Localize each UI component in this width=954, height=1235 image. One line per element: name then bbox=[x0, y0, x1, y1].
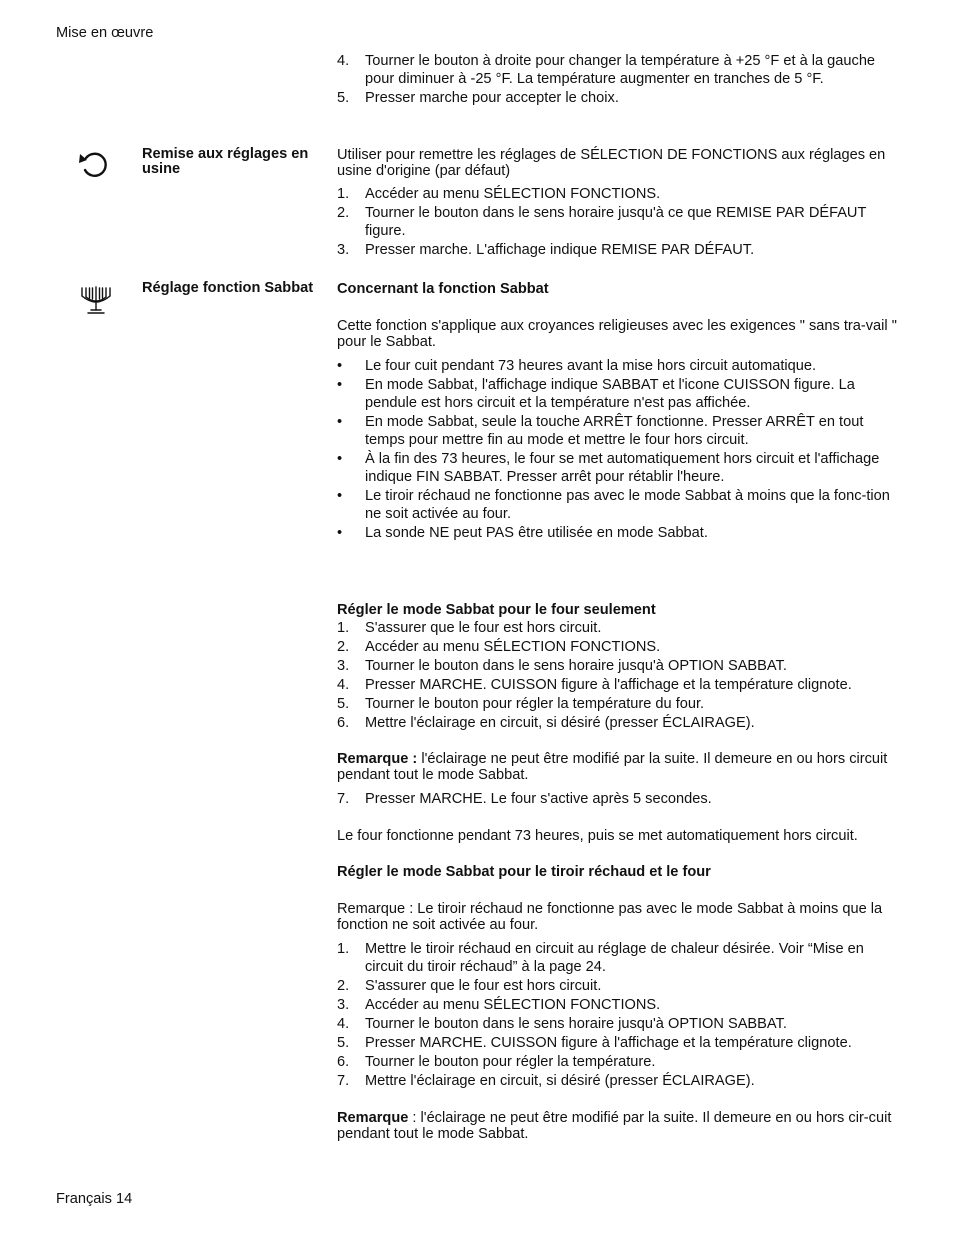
list-item: 2. Tourner le bouton dans le sens horaire jusqu'à ce que REMISE PAR DÉFAUT figure. bbox=[337, 205, 867, 239]
list-item: • À la fin des 73 heures, le four se met automatiquement hors circuit et l'affichage indique FIN SABBAT. Presser arrêt pour rétablir l'heure. bbox=[337, 451, 880, 485]
list-item: 3. Accéder au menu SÉLECTION FONCTIONS. bbox=[337, 997, 661, 1013]
list-item: 5. Presser MARCHE. CUISSON figure à l'affichage et la température clignote. bbox=[337, 1035, 852, 1051]
list-item: 1. Accéder au menu SÉLECTION FONCTIONS. bbox=[337, 186, 661, 202]
reset-title: Remise aux réglages en usine bbox=[142, 146, 309, 177]
list-item: 2. S'assurer que le four est hors circuit. bbox=[337, 978, 602, 994]
oven-only-after: Le four fonctionne pendant 73 heures, puis se met automatiquement hors circuit. bbox=[337, 828, 858, 844]
bullet-dot: • bbox=[337, 414, 343, 430]
reset-icon bbox=[76, 146, 114, 187]
list-item: 4. Tourner le bouton dans le sens horaire jusqu'à OPTION SABBAT. bbox=[337, 1016, 787, 1032]
list-item: 6. Tourner le bouton pour régler la température. bbox=[337, 1054, 656, 1070]
bullet-dot: • bbox=[337, 451, 343, 467]
list-item: 1. S'assurer que le four est hors circuit. bbox=[337, 620, 602, 636]
list-item: • En mode Sabbat, l'affichage indique SABBAT et l'icone CUISSON figure. La pendule est hors circuit et la température n'est pas affichée. bbox=[337, 377, 855, 411]
reset-steps bbox=[337, 185, 899, 259]
sabbath-bullets bbox=[337, 357, 899, 542]
sabbath-title: Réglage fonction Sabbat bbox=[142, 280, 314, 296]
drawer-oven-steps bbox=[337, 940, 899, 1090]
list-item: 5. Tourner le bouton pour régler la température du four. bbox=[337, 696, 705, 712]
list-item: 3. Tourner le bouton dans le sens horaire jusqu'à OPTION SABBAT. bbox=[337, 658, 787, 674]
list-item: 4. Tourner le bouton à droite pour changer la température à +25 °F et à la gauche pour diminuer à -25 °F. La température augmenter en tranches de 5 °F. bbox=[337, 53, 876, 87]
list-item: 3. Presser marche. L'affichage indique REMISE PAR DÉFAUT. bbox=[337, 242, 755, 258]
list-item: 4. Presser MARCHE. CUISSON figure à l'affichage et la température clignote. bbox=[337, 677, 852, 693]
menorah-icon bbox=[79, 284, 113, 323]
bullet-dot: • bbox=[337, 377, 343, 393]
reset-intro: Utiliser pour remettre les réglages de SÉLECTION DE FONCTIONS aux réglages en usine d'origine (par défaut) bbox=[337, 147, 886, 179]
page-header: Mise en œuvre bbox=[56, 25, 154, 41]
bullet-dot: • bbox=[337, 488, 343, 504]
list-item: 1. Mettre le tiroir réchaud en circuit au réglage de chaleur désirée. Voir “Mise en circuit du tiroir réchaud” à la page 24. bbox=[337, 941, 864, 975]
oven-only-step-7 bbox=[337, 790, 899, 808]
list-item: • Le tiroir réchaud ne fonctionne pas avec le mode Sabbat à moins que la fonc-tion ne soit activée au four. bbox=[337, 488, 890, 522]
list-item: • Le four cuit pendant 73 heures avant la mise hors circuit automatique. bbox=[337, 358, 817, 374]
oven-only-note: Remarque : l'éclairage ne peut être modifié par la suite. Il demeure en ou hors circuit pendant tout le mode Sabbat. bbox=[337, 751, 888, 783]
list-item: • La sonde NE peut PAS être utilisée en mode Sabbat. bbox=[337, 525, 708, 541]
list-item: 6. Mettre l'éclairage en circuit, si désiré (presser ÉCLAIRAGE). bbox=[337, 715, 755, 731]
oven-only-steps bbox=[337, 619, 899, 732]
page-footer: Français 14 bbox=[56, 1191, 133, 1207]
list-item: 7. Presser MARCHE. Le four s'active après 5 secondes. bbox=[337, 791, 712, 807]
list-item: 2. Accéder au menu SÉLECTION FONCTIONS. bbox=[337, 639, 661, 655]
list-item: 7. Mettre l'éclairage en circuit, si désiré (presser ÉCLAIRAGE). bbox=[337, 1073, 755, 1089]
sabbath-about-text: Cette fonction s'applique aux croyances religieuses avec les exigences " sans tra-vail " pour le Sabbat. bbox=[337, 318, 897, 350]
temperature-steps bbox=[337, 52, 899, 107]
bullet-dot: • bbox=[337, 358, 343, 374]
drawer-oven-note-intro: Remarque : Le tiroir réchaud ne fonctionne pas avec le mode Sabbat à moins que la fonction ne soit activée au four. bbox=[337, 901, 883, 933]
list-item: 5. Presser marche pour accepter le choix. bbox=[337, 90, 619, 106]
bullet-dot: • bbox=[337, 525, 343, 541]
drawer-oven-heading: Régler le mode Sabbat pour le tiroir réchaud et le four bbox=[337, 864, 711, 880]
oven-only-heading: Régler le mode Sabbat pour le four seulement bbox=[337, 602, 656, 618]
drawer-oven-note: Remarque : l'éclairage ne peut être modifié par la suite. Il demeure en ou hors cir-cuit pendant tout le mode Sabbat. bbox=[337, 1110, 892, 1142]
sabbath-about-heading: Concernant la fonction Sabbat bbox=[337, 281, 549, 297]
list-item: • En mode Sabbat, seule la touche ARRÊT fonctionne. Presser ARRÊT en tout temps pour mettre fin au mode et mettre le four hors circuit. bbox=[337, 414, 864, 448]
